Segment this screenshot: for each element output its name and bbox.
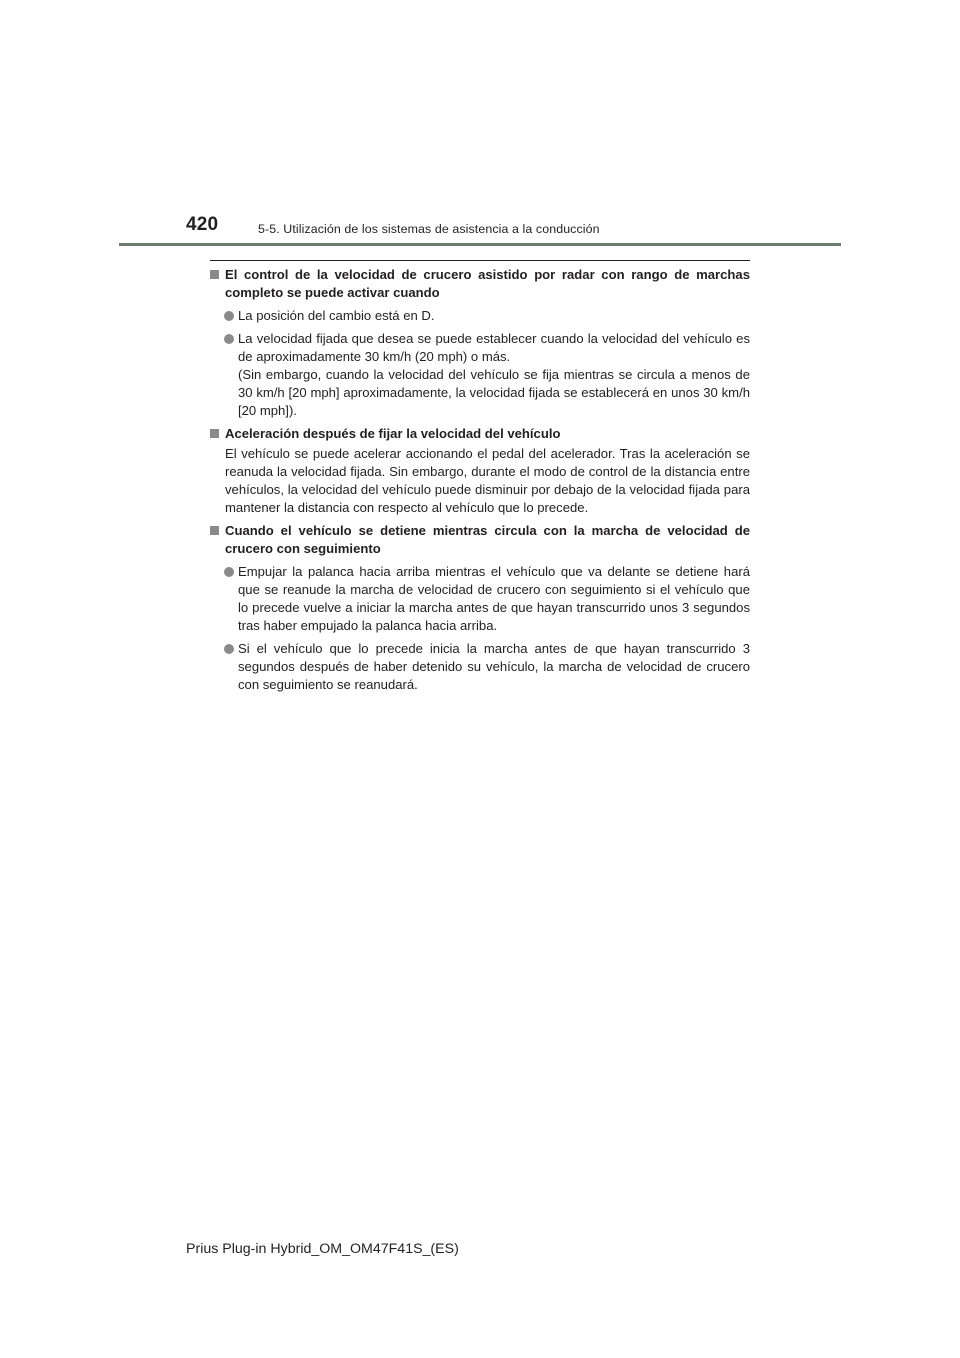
round-bullet-icon (224, 334, 234, 344)
section-title: 5-5. Utilización de los sistemas de asistencia a la conducción (258, 222, 600, 236)
section-heading (210, 522, 750, 558)
section-heading (210, 425, 750, 443)
heading-text: Aceleración después de fijar la velocidad del vehículo (225, 426, 561, 441)
list-item-text: Si el vehículo que lo precede inicia la marcha antes de que hayan transcurrido 3 segundos después de haber detenido su vehículo, la marcha de velocidad de crucero con seguimiento se reanudará. (238, 641, 750, 692)
paragraph: El vehículo se puede acelerar accionando el pedal del acelerador. Tras la aceleración se reanuda la velocidad fijada. Sin embargo, durante el modo de control de la distancia entre vehículos, la velocidad del vehículo puede disminuir por debajo de la velocidad fijada para mantener la distancia con respecto al vehículo que lo precede. (225, 446, 750, 515)
round-bullet-icon (224, 567, 234, 577)
round-bullet-icon (224, 644, 234, 654)
list-item-text: Empujar la palanca hacia arriba mientras el vehículo que va delante se detiene hará que se reanude la marcha de velocidad de crucero con seguimiento si el vehículo que lo precede vuelve a iniciar la marcha antes de que hayan transcurrido unos 3 segundos tras haber empujado la palanca hacia arriba. (238, 564, 750, 633)
page-number: 420 (186, 214, 219, 235)
footer-document-id: Prius Plug-in Hybrid_OM_OM47F41S_(ES) (186, 1241, 459, 1257)
list-item (210, 563, 750, 635)
content-rule (210, 260, 750, 261)
list-item-note: (Sin embargo, cuando la velocidad del vehículo se fija mientras se circula a menos de 30 km/h [20 mph] aproximadamente, la velocidad fijada se establecerá en unos 30 km/h [20 mph]). (238, 367, 750, 418)
heading-text: Cuando el vehículo se detiene mientras circula con la marcha de velocidad de crucero con seguimiento (225, 523, 750, 556)
header-rule (119, 243, 841, 246)
content (210, 266, 750, 694)
round-bullet-icon (224, 311, 234, 321)
section-heading (210, 266, 750, 302)
list-item-text: La posición del cambio está en D. (238, 308, 435, 323)
heading-text: El control de la velocidad de crucero asistido por radar con rango de marchas completo se puede activar cuando (225, 267, 750, 300)
square-bullet-icon (210, 429, 219, 438)
list-item (210, 640, 750, 694)
list-item (210, 307, 750, 325)
square-bullet-icon (210, 270, 219, 279)
square-bullet-icon (210, 526, 219, 535)
list-item (210, 330, 750, 420)
list-item-text: La velocidad fijada que desea se puede establecer cuando la velocidad del vehículo es de aproximadamente 30 km/h (20 mph) o más. (238, 331, 750, 364)
